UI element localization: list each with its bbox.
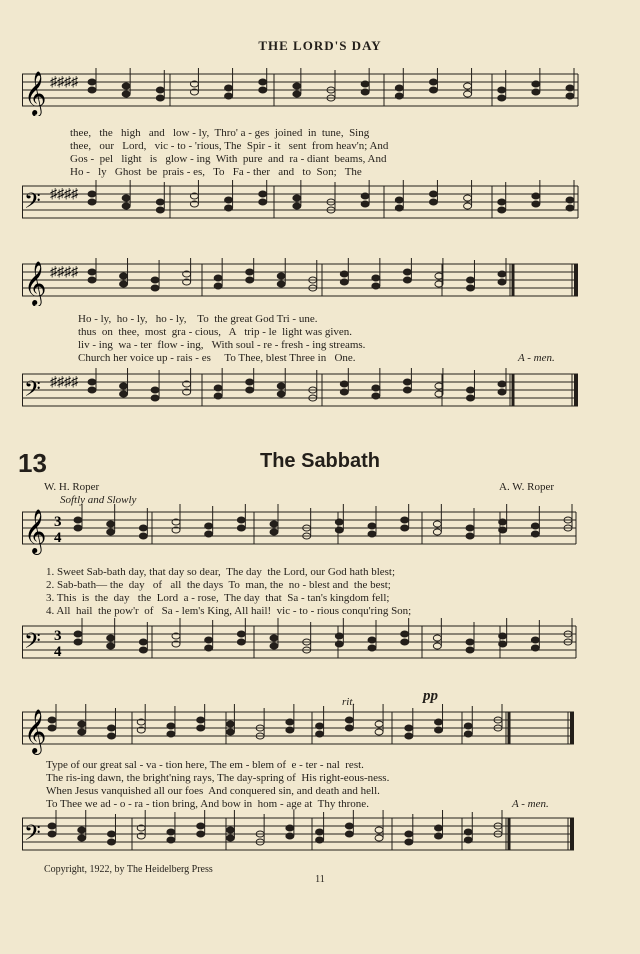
note-head (566, 197, 574, 203)
note-head (156, 199, 164, 205)
note-head (466, 387, 474, 393)
note-head (405, 839, 413, 845)
note-head (277, 391, 285, 397)
note-head (395, 93, 403, 99)
note-head (361, 81, 369, 87)
svg-text:♯♯♯♯: ♯♯♯♯ (50, 75, 78, 90)
note-head (435, 727, 443, 733)
note-head (197, 717, 205, 723)
note-head (532, 193, 540, 199)
note-head (401, 639, 409, 645)
prev-lyrics2-verse-3: liv - ing wa - ter flow - ing, With soul - re - fresh - ing streams. (78, 339, 366, 351)
note-head (499, 519, 507, 525)
note-head (532, 89, 540, 95)
svg-text:𝄞: 𝄞 (24, 509, 47, 553)
note-head (120, 281, 128, 287)
note-head (361, 89, 369, 95)
note-head (345, 823, 353, 829)
note-head (88, 269, 96, 275)
note-head (395, 205, 403, 211)
note-head (74, 639, 82, 645)
note-head (270, 635, 278, 641)
note-head (375, 729, 383, 735)
dynamic-pianissimo: pp (423, 688, 438, 704)
svg-text:♯♯♯♯: ♯♯♯♯ (50, 265, 78, 280)
note-head (246, 277, 254, 283)
svg-text:𝄞: 𝄞 (24, 261, 47, 305)
note-head (531, 637, 539, 643)
note-head (368, 645, 376, 651)
note-head (345, 831, 353, 837)
prev-lyrics-verse-1: thee, the high and low - ly, Thro' a - ges joined in tune, Sing (70, 127, 370, 139)
note-head (246, 387, 254, 393)
note-head (270, 521, 278, 527)
note-head (466, 525, 474, 531)
note-head (340, 279, 348, 285)
note-head (566, 93, 574, 99)
note-head (498, 87, 506, 93)
note-head (48, 823, 56, 829)
note-head (197, 823, 205, 829)
note-head (435, 825, 443, 831)
note-head (403, 277, 411, 283)
note-head (498, 381, 506, 387)
note-head (286, 833, 294, 839)
hymn-title: The Sabbath (259, 450, 380, 472)
note-head (293, 83, 301, 89)
staff-hymn-bass-1 (22, 618, 580, 674)
note-head (498, 271, 506, 277)
note-head (345, 717, 353, 723)
note-head (74, 631, 82, 637)
note-head (88, 277, 96, 283)
note-head (205, 531, 213, 537)
note-head (395, 197, 403, 203)
note-head (78, 827, 86, 833)
note-head (122, 195, 130, 201)
note-head (88, 379, 96, 385)
note-head (566, 205, 574, 211)
note-head (246, 379, 254, 385)
note-head (197, 725, 205, 731)
note-head (464, 83, 472, 89)
note-head (316, 829, 324, 835)
hymn-lyrics2-verse-4: To Thee we ad - o - ra - tion bring, And bow in hom - age at Thy throne. (46, 798, 369, 810)
note-head (277, 281, 285, 287)
note-head (403, 387, 411, 393)
note-head (499, 527, 507, 533)
note-head (214, 385, 222, 391)
note-head (316, 731, 324, 737)
note-head (293, 203, 301, 209)
note-head (120, 383, 128, 389)
note-head (237, 517, 245, 523)
note-head (225, 205, 233, 211)
note-head (259, 79, 267, 85)
note-head (226, 721, 234, 727)
note-head (48, 717, 56, 723)
hymn-lyrics2-verse-2: The ris-ing dawn, the bright'ning rays, The day-spring of His right-eous-ness. (46, 772, 390, 784)
hymn-composer: A. W. Roper (499, 481, 554, 493)
note-head (464, 91, 472, 97)
hymn-amen: A - men. (512, 798, 549, 810)
note-head (466, 277, 474, 283)
svg-text:𝄢: 𝄢 (24, 377, 41, 407)
hymn-lyrics-verse-4: 4. All hail the pow'r of Sa - lem's King, All hail! vic - to - rious conqu'ring Son; (46, 605, 412, 617)
note-head (48, 831, 56, 837)
note-head (335, 641, 343, 647)
note-head (368, 531, 376, 537)
note-head (156, 87, 164, 93)
note-head (156, 95, 164, 101)
note-head (498, 199, 506, 205)
note-head (151, 285, 159, 291)
time-sig-top: 3 (54, 514, 62, 530)
note-head (214, 393, 222, 399)
note-head (429, 87, 437, 93)
note-head (464, 837, 472, 843)
note-head (372, 275, 380, 281)
note-head (531, 531, 539, 537)
staff-hymn-treble-1 (22, 504, 580, 560)
note-head (122, 91, 130, 97)
note-head (139, 639, 147, 645)
note-head (246, 269, 254, 275)
note-head (466, 285, 474, 291)
note-head (205, 637, 213, 643)
staff-prev-bass-1 (22, 180, 580, 228)
ritardando-marking: rit. (342, 696, 356, 708)
prev-lyrics2-verse-1: Ho - ly, ho - ly, ho - ly, To the great God Tri - une. (78, 313, 318, 325)
hymn-lyrics2-verse-3: When Jesus vanquished all our foes And conquered sin, and death and hell. (46, 785, 380, 797)
note-head (151, 387, 159, 393)
note-head (107, 839, 115, 845)
note-head (151, 395, 159, 401)
note-head (340, 271, 348, 277)
note-head (120, 391, 128, 397)
note-head (401, 517, 409, 523)
note-head (464, 203, 472, 209)
tempo-marking: Softly and Slowly (60, 494, 137, 506)
note-head (88, 87, 96, 93)
staff-hymn-treble-2 (22, 704, 580, 760)
note-head (286, 825, 294, 831)
note-head (429, 79, 437, 85)
staff-prev-bass-2 (22, 368, 580, 416)
note-head (372, 283, 380, 289)
note-head (499, 641, 507, 647)
note-head (122, 203, 130, 209)
note-head (498, 279, 506, 285)
note-head (74, 525, 82, 531)
hymn-number: 13 (18, 448, 47, 478)
svg-text:♯♯♯♯: ♯♯♯♯ (50, 375, 78, 390)
note-head (226, 729, 234, 735)
note-head (214, 275, 222, 281)
note-head (107, 643, 115, 649)
note-head (361, 193, 369, 199)
note-head (405, 733, 413, 739)
note-head (435, 833, 443, 839)
note-head (316, 723, 324, 729)
note-head (225, 197, 233, 203)
note-head (107, 529, 115, 535)
note-head (88, 79, 96, 85)
note-head (335, 519, 343, 525)
note-head (107, 831, 115, 837)
note-head (107, 725, 115, 731)
prev-amen: A - men. (518, 352, 555, 364)
hymn-author: W. H. Roper (44, 481, 100, 493)
note-head (368, 637, 376, 643)
note-head (532, 81, 540, 87)
note-head (429, 191, 437, 197)
svg-text:𝄢: 𝄢 (24, 629, 41, 659)
note-head (466, 395, 474, 401)
note-head (78, 729, 86, 735)
note-head (498, 389, 506, 395)
page-number: 11 (315, 874, 325, 885)
note-head (429, 199, 437, 205)
note-head (566, 85, 574, 91)
note-head (78, 721, 86, 727)
note-head (107, 635, 115, 641)
copyright-notice: Copyright, 1922, by The Heidelberg Press (44, 864, 213, 875)
note-head (139, 647, 147, 653)
note-head (226, 835, 234, 841)
staff-prev-treble-2 (22, 258, 580, 306)
note-head (286, 719, 294, 725)
note-head (498, 95, 506, 101)
svg-text:3: 3 (54, 628, 62, 644)
note-head (316, 837, 324, 843)
note-head (435, 719, 443, 725)
note-head (401, 525, 409, 531)
svg-text:♯♯♯♯: ♯♯♯♯ (50, 187, 78, 202)
note-head (167, 731, 175, 737)
staff-hymn-bass-2 (22, 810, 580, 866)
note-head (464, 723, 472, 729)
note-head (88, 191, 96, 197)
note-head (167, 837, 175, 843)
note-head (405, 831, 413, 837)
note-head (361, 201, 369, 207)
note-head (395, 85, 403, 91)
hymn-lyrics-verse-1: 1. Sweet Sab-bath day, that day so dear, The day the Lord, our God hath blest; (46, 566, 396, 578)
prev-lyrics-verse-4: Ho - ly Ghost be prais - es, To Fa - ther and to Son; The (70, 166, 362, 178)
note-head (464, 829, 472, 835)
note-head (122, 83, 130, 89)
note-head (375, 827, 383, 833)
note-head (405, 725, 413, 731)
note-head (498, 207, 506, 213)
note-head (372, 385, 380, 391)
note-head (433, 529, 441, 535)
note-head (340, 381, 348, 387)
note-head (401, 631, 409, 637)
note-head (531, 645, 539, 651)
note-head (259, 191, 267, 197)
note-head (237, 639, 245, 645)
note-head (464, 195, 472, 201)
prev-lyrics2-verse-4: Church her voice up - rais - es To Thee, blest Three in One. (78, 352, 356, 364)
note-head (88, 387, 96, 393)
note-head (88, 199, 96, 205)
note-head (259, 199, 267, 205)
note-head (372, 393, 380, 399)
note-head (345, 725, 353, 731)
time-sig-bottom: 4 (54, 530, 62, 546)
note-head (466, 533, 474, 539)
note-head (270, 529, 278, 535)
note-head (335, 633, 343, 639)
note-head (286, 727, 294, 733)
note-head (151, 277, 159, 283)
prev-lyrics-verse-2: thee, our Lord, vic - to - 'rious, The Spir - it sent from heav'n; And (70, 140, 389, 152)
running-header: THE LORD'S DAY (258, 38, 382, 53)
note-head (120, 273, 128, 279)
note-head (499, 633, 507, 639)
note-head (403, 269, 411, 275)
note-head (270, 643, 278, 649)
note-head (277, 383, 285, 389)
hymn-lyrics-verse-2: 2. Sab-bath— the day of all the days To man, the no - blest and the best; (46, 579, 391, 591)
note-head (167, 829, 175, 835)
note-head (156, 207, 164, 213)
note-head (107, 733, 115, 739)
note-head (225, 85, 233, 91)
note-head (107, 521, 115, 527)
note-head (433, 521, 441, 527)
hymn-lyrics-verse-3: 3. This is the day the Lord a - rose, The day that Sa - tan's kingdom fell; (46, 592, 390, 604)
note-head (531, 523, 539, 529)
note-head (466, 647, 474, 653)
note-head (368, 523, 376, 529)
note-head (139, 533, 147, 539)
note-head (78, 835, 86, 841)
prev-lyrics2-verse-2: thus on thee, most gra - cious, A trip - le light was given. (78, 326, 353, 338)
note-head (197, 831, 205, 837)
prev-lyrics-verse-3: Gos - pel light is glow - ing With pure and ra - diant beams, And (70, 153, 387, 165)
note-head (205, 523, 213, 529)
svg-text:𝄞: 𝄞 (24, 709, 47, 753)
note-head (466, 639, 474, 645)
staff-prev-treble-1 (22, 68, 580, 116)
note-head (433, 643, 441, 649)
note-head (293, 195, 301, 201)
note-head (375, 835, 383, 841)
note-head (464, 731, 472, 737)
note-head (237, 631, 245, 637)
note-head (74, 517, 82, 523)
note-head (293, 91, 301, 97)
note-head (214, 283, 222, 289)
note-head (139, 525, 147, 531)
note-head (225, 93, 233, 99)
svg-text:4: 4 (54, 644, 62, 660)
note-head (335, 527, 343, 533)
note-head (433, 635, 441, 641)
note-head (532, 201, 540, 207)
note-head (205, 645, 213, 651)
note-head (48, 725, 56, 731)
note-head (375, 721, 383, 727)
svg-text:𝄞: 𝄞 (24, 71, 47, 115)
note-head (277, 273, 285, 279)
hymn-lyrics2-verse-1: Type of our great sal - va - tion here, The em - blem of e - ter - nal rest. (46, 759, 364, 771)
note-head (226, 827, 234, 833)
note-head (167, 723, 175, 729)
svg-text:𝄢: 𝄢 (24, 189, 41, 219)
note-head (403, 379, 411, 385)
note-head (259, 87, 267, 93)
note-head (237, 525, 245, 531)
svg-text:𝄢: 𝄢 (24, 821, 41, 851)
note-head (340, 389, 348, 395)
